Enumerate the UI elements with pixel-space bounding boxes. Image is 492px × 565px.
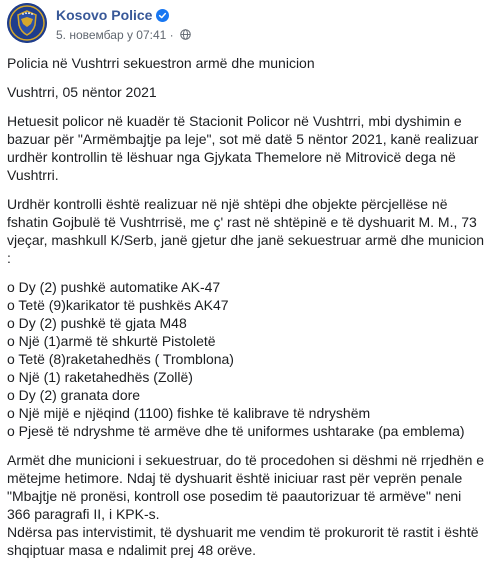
list-item: o Tetë (9)karikator të pushkës AK47 bbox=[7, 297, 229, 313]
post-dateline: Vushtrri, 05 nëntor 2021 bbox=[7, 84, 157, 100]
page-name[interactable] bbox=[56, 7, 169, 23]
verified-badge-icon bbox=[156, 9, 169, 22]
list-item: o Dy (2) granata dore bbox=[7, 387, 141, 403]
page-avatar[interactable] bbox=[7, 3, 47, 43]
meta-separator: · bbox=[169, 28, 174, 42]
post-paragraph: Armët dhe municioni i sekuestruar, do të procedohen si dëshmi në rrjedhën e mëtejme hetimore. Ndaj të dyshuarit është iniciuar rast për veprën penale "Mbajtje në pronësi, kontroll ose posedim të paautorizuar të armëve" neni 366 paragrafi II, i KPK-s. bbox=[7, 452, 485, 522]
list-item: o Një (1) raketahedhës (Zollë) bbox=[7, 369, 193, 385]
post-meta bbox=[56, 28, 191, 42]
post-header bbox=[0, 0, 492, 50]
list-item: o Një mijë e njëqind (1100) fishke të kalibrave të ndryshëm bbox=[7, 405, 371, 421]
page-name-label[interactable]: Kosovo Police bbox=[56, 7, 153, 23]
post-paragraph: Urdhër kontrolli është realizuar në një shtëpi dhe objekte përcjellëse në fshatin Gojbulë të Vushtrrisë, me ç' rast në shtëpinë e të dyshuarit M. M., 73 vjeçar, mashkull K/Serb, janë gjetur dhe janë sekuestruar armë dhe municion : bbox=[7, 196, 485, 266]
list-item: o Dy (2) pushkë të gjata M48 bbox=[7, 315, 187, 331]
list-item: o Një (1)armë të shkurtë Pistoletë bbox=[7, 333, 216, 349]
post-paragraph: Hetuesit policor në kuadër të Stacionit Policor në Vushtrri, mbi dyshimin e bazuar për "Armëmbajtje pa leje", sot më datë 5 nëntor 2021, kanë realizuar urdhër kontrollin të lëshuar nga Gjykata Themelore në Mitrovicë dega në Vushtrri. bbox=[7, 113, 479, 183]
post-paragraph: Ndërsa pas intervistimit, të dyshuarit me vendim të prokurorit të rastit i është shqiptuar masa e ndalimit prej 48 orëve. bbox=[7, 524, 479, 558]
kosovo-police-badge-icon bbox=[7, 3, 47, 43]
globe-icon[interactable] bbox=[180, 29, 191, 40]
list-item: o Pjesë të ndryshme të armëve dhe të uniformes ushtarake (pa emblema) bbox=[7, 423, 465, 439]
post-title: Policia në Vushtrri sekuestron armë dhe municion bbox=[7, 55, 315, 71]
list-item: o Dy (2) pushkë automatike AK-47 bbox=[7, 279, 221, 295]
post-body bbox=[7, 54, 487, 559]
seized-items-list bbox=[7, 278, 487, 440]
list-item: o Tetë (8)raketahedhës ( Tromblona) bbox=[7, 351, 234, 367]
post-timestamp[interactable]: 5. новембар у 07:41 bbox=[56, 28, 167, 42]
